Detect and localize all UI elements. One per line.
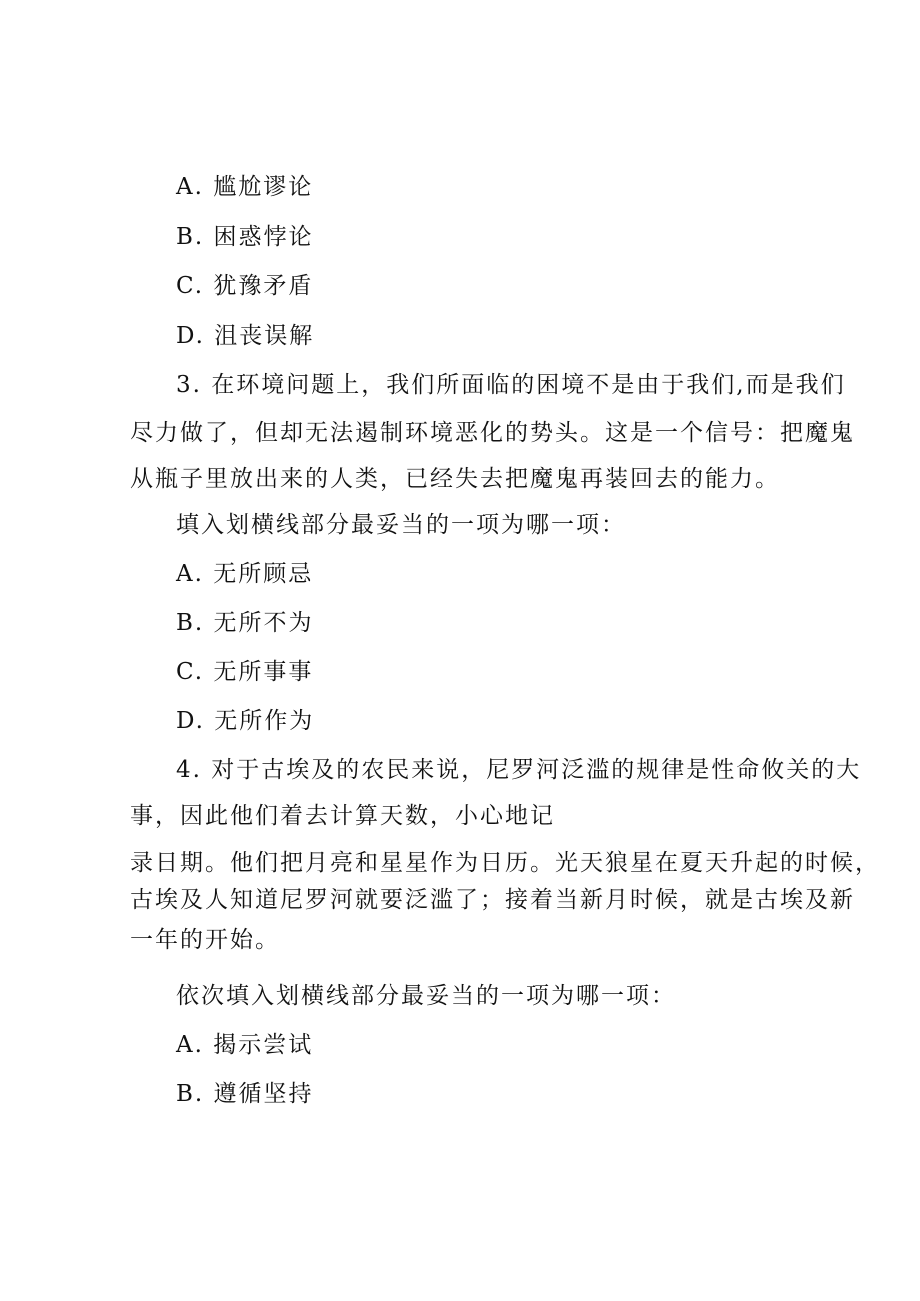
q4-text-line-3: 录日期。他们把月亮和星星作为日历。光天狼星在夏天升起的时候， bbox=[130, 850, 880, 876]
q4-prompt: 依次填入划横线部分最妥当的一项为哪一项： bbox=[176, 983, 676, 1009]
q3-text-line-1: 3. 在环境问题上，我们所面临的困境不是由于我们,而是我们 bbox=[176, 372, 846, 398]
q3-option-c: C. 无所事事 bbox=[176, 659, 314, 685]
q4-option-b: B. 遵循坚持 bbox=[176, 1081, 314, 1107]
q3-option-b: B. 无所不为 bbox=[176, 610, 314, 636]
q4-text-line-5: 一年的开始。 bbox=[130, 927, 280, 953]
q3-option-d: D. 无所作为 bbox=[176, 708, 315, 734]
q2-option-a: A. 尴尬谬论 bbox=[176, 174, 314, 200]
q4-text-line-4: 古埃及人知道尼罗河就要泛滥了；接着当新月时候，就是古埃及新 bbox=[130, 887, 855, 913]
q3-text-line-2: 尽力做了，但却无法遏制环境恶化的势头。这是一个信号：把魔鬼 bbox=[130, 420, 855, 446]
q3-text-line-3: 从瓶子里放出来的人类，已经失去把魔鬼再装回去的能力。 bbox=[130, 466, 780, 492]
q4-option-a: A. 揭示尝试 bbox=[176, 1032, 314, 1058]
q3-option-a: A. 无所顾忌 bbox=[176, 561, 314, 587]
q4-text-line-1: 4. 对于古埃及的农民来说，尼罗河泛滥的规律是性命攸关的大 bbox=[176, 757, 862, 783]
q3-prompt: 填入划横线部分最妥当的一项为哪一项： bbox=[176, 512, 626, 538]
q4-text-line-2: 事，因此他们着去计算天数，小心地记 bbox=[130, 803, 555, 829]
q2-option-d: D. 沮丧误解 bbox=[176, 323, 315, 349]
q2-option-b: B. 困惑悖论 bbox=[176, 224, 314, 250]
q2-option-c: C. 犹豫矛盾 bbox=[176, 273, 314, 299]
